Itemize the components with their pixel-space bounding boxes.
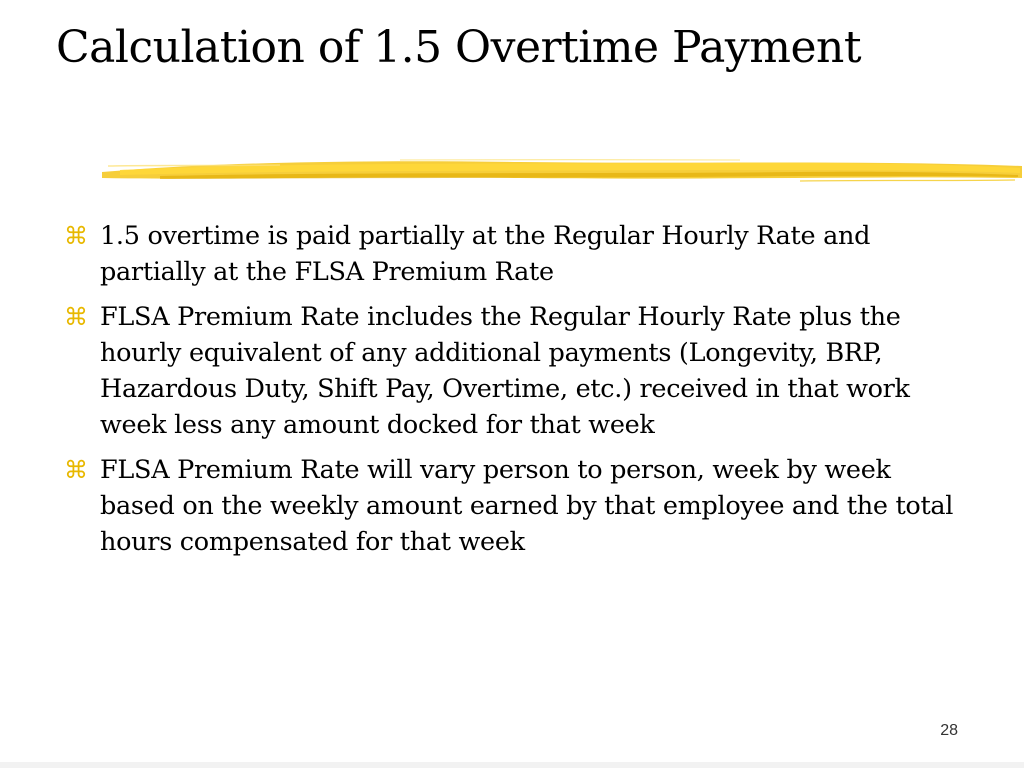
slide-title: Calculation of 1.5 Overtime Payment (56, 22, 862, 73)
bullet-item (64, 299, 964, 443)
bullet-item (64, 218, 964, 290)
command-key-icon: ⌘ (64, 456, 88, 484)
command-key-icon: ⌘ (64, 222, 88, 250)
page-number: 28 (940, 722, 958, 739)
bullet-list (64, 218, 964, 569)
bullet-text: FLSA Premium Rate includes the Regular Hourly Rate plus the hourly equivalent of any additional payments (Longevity, BRP, Hazardous Duty, Shift Pay, Overtime, etc.) received in that work week less any amount docked for that week (100, 302, 910, 440)
bullet-item (64, 452, 964, 560)
bullet-text: FLSA Premium Rate will vary person to person, week by week based on the weekly amount earned by that employee and the total hours compensated for that week (100, 455, 954, 557)
command-key-icon: ⌘ (64, 303, 88, 331)
highlighter-stroke-decoration (100, 148, 1024, 188)
bottom-divider (0, 762, 1024, 768)
bullet-text: 1.5 overtime is paid partially at the Regular Hourly Rate and partially at the FLSA Premium Rate (100, 221, 871, 287)
